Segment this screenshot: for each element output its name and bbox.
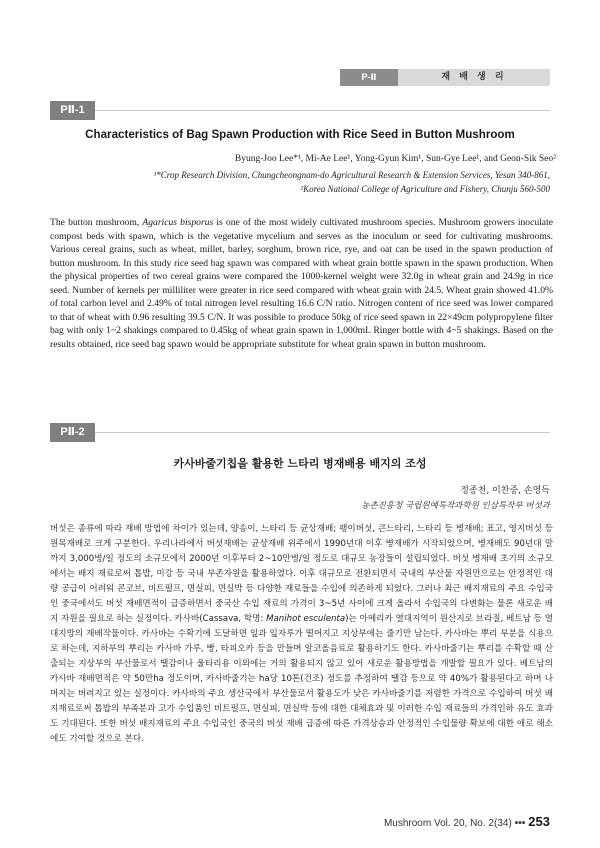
section1-affiliation-1: ¹*Crop Research Division, Chungcheongnam-do Agricultural Research & Extension Services, Yesan 340-861, xyxy=(153,170,550,180)
section1-label: PⅡ-1 xyxy=(50,101,95,120)
section1-authors: Byung-Joo Lee*¹, Mi-Ae Lee¹, Yong-Gyun Kim¹, Sun-Gye Lee¹, and Geon-Sik Seo² xyxy=(234,154,556,164)
header-tag: P-Ⅱ xyxy=(340,69,398,86)
section1-affiliation-2: ²Korea National College of Agriculture and Fishery, Chunju 560-500 xyxy=(300,184,550,194)
section1-divider xyxy=(95,110,550,111)
section1-abstract xyxy=(50,216,553,351)
section2-affiliation: 농촌진흥청 국립원예특작과학원 인삼특작부 버섯과 xyxy=(361,501,550,511)
body-text-1: 버섯은 종류에 따라 재배 방법에 차이가 있는데, 양송이, 느타리 등 균상재배; 팽이버섯, 큰느타리, 느타리 등 병재배; 표고, 영지버섯 등 원목재배로 크게 구분한다. 우리나라에서 버섯재배는 균상재배 위주에서 1990년대 이후 병재배가 시작되었으며, 병재배도 90년대 말까지 3,000병/일 정도의 소규모에서 2000년 이후부터 2~10만병/일 정도로 대규모 농장들이 설립되었다. 버섯 병재배 초기의 소규모에서는 배지 재료로써 톱밥, 미강 등 국내 부존자원을 활용하였다. 이후 대규모로 전환되면서 국내의 부산물 자원만으로는 안정적인 대량 공급이 어려워 콘코브, 비트펄프, 면실피, 면실박 등 다양한 재료들을 수입에 의존하게 되었다. 그러나 최근 배지재료의 주요 수입국인 중국에서도 버섯 재배면적이 급증하면서 중국산 수입 재료의 가격이 3~5년 사이에 크게 올라서 수입국의 다변화는 물론 새로운 배지 자원을 필요로 하는 실정이다. 카사바(Cassava, 학명: xyxy=(50,524,553,624)
section2-authors: 정종천, 이찬중, 손영득 xyxy=(460,486,550,496)
page-footer xyxy=(384,814,550,829)
section1-title: Characteristics of Bag Spawn Production with Rice Seed in Button Mushroom xyxy=(85,128,515,141)
abstract-species: Agaricus bisporus xyxy=(142,217,214,228)
section2-body xyxy=(50,522,553,747)
body-species: Manihot esculenta xyxy=(266,614,346,624)
abstract-text-2: is one of the most widely cultivated mushroom species. Mushroom growers inoculate compost beds with spawn, which is the vegetative mycelium and serves as the inoculum or seed for cultivating mushrooms. Various cereal grains, such as wheat, millet, barley, sorghum, brown rice, rye, and oat can be used in the spawn production of button mushroom. In this study rice seed bag spawn was compared with wheat grain bottle spawn in the spawn production. When the physical properties of two cereal grains were compared the 1000-kernel weight were 32.0g in wheat grain and 24.9g in rice seed. Number of kernels per milliliter were greater in rice seed compared with wheat grain with 24.5. Wheat grain showed 41.0% of total carbon level and 2.49% of total nitrogen level resulting 16.6 C/N ratio. Nitrogen content of rice seed was lower compared to that of wheat with 0.96 resulting 39.5 C/N. It was possible to produce 50kg of rice seed spawn in 22×49cm polypropylene filter bag with only 1~2 shakings compared to 0.45kg of wheat grain spawn in 1,000mL Ringer bottle with 4~5 shakings. Based on the results obtained, rice seed bag spawn would be appropriate substitute for wheat grain spawn in button mushroom. xyxy=(50,217,553,350)
header-title: 재 배 생 리 xyxy=(441,72,507,82)
section2-title: 카사바줄기칩을 활용한 느타리 병재배용 배지의 조성 xyxy=(173,457,427,470)
section2-label: PⅡ-2 xyxy=(50,423,95,442)
footer-journal: Mushroom Vol. 20, No. 2(34) xyxy=(383,818,512,829)
body-text-2: )는 아메리카 열대지역이 원산지로 브라질, 베트남 등 열대지방의 재배작물이다. 카사바는 수확기에 도달하면 잎과 잎자루가 떨어지고 지상부에는 줄기만 남는다. 카사바는 뿌리 부분을 식용으로 하는데, 지하부의 뿌리는 카사바 가루, 빵, 타피오카 등을 만들며 알코올음료로 활용하기도 한다. 카사바줄기는 뿌리를 수확할 때 산출되는 지상부의 부산물로서 땔감이나 울타리용 이외에는 거의 활용되지 않고 있어 새로운 활용방법을 개발할 필요가 있다. 베트남의 카사바 재배면적은 약 50만ha 정도이며, 카사바줄기는 ha당 10톤(건조) 정도를 추정하여 땔감 등으로 약 40%가 활용된다고 하며 나머지는 버려지고 있는 실정이다. 카사바의 주요 생산국에서 부산물로서 활용도가 낮은 카사바줄기를 저렴한 가격으로 수입하여 버섯 배지재료로써 톱밥의 부족분과 고가 수입품인 비트펄프, 면실피, 면실박 등에 대한 대체효과 및 이러한 수입 재료들의 가격인하 유도 효과도 기대된다. 또한 버섯 배지재료의 주요 수입국인 중국의 버섯 재배 급증에 따른 가격상승과 안정적인 수입물량 확보에 대한 애로 해소에도 기여할 것으로 본다. xyxy=(50,614,554,744)
section2-divider xyxy=(95,432,550,433)
abstract-text-1: The button mushroom, xyxy=(50,217,143,228)
footer-dots: ••• xyxy=(514,818,526,829)
page-number: 253 xyxy=(528,814,550,829)
